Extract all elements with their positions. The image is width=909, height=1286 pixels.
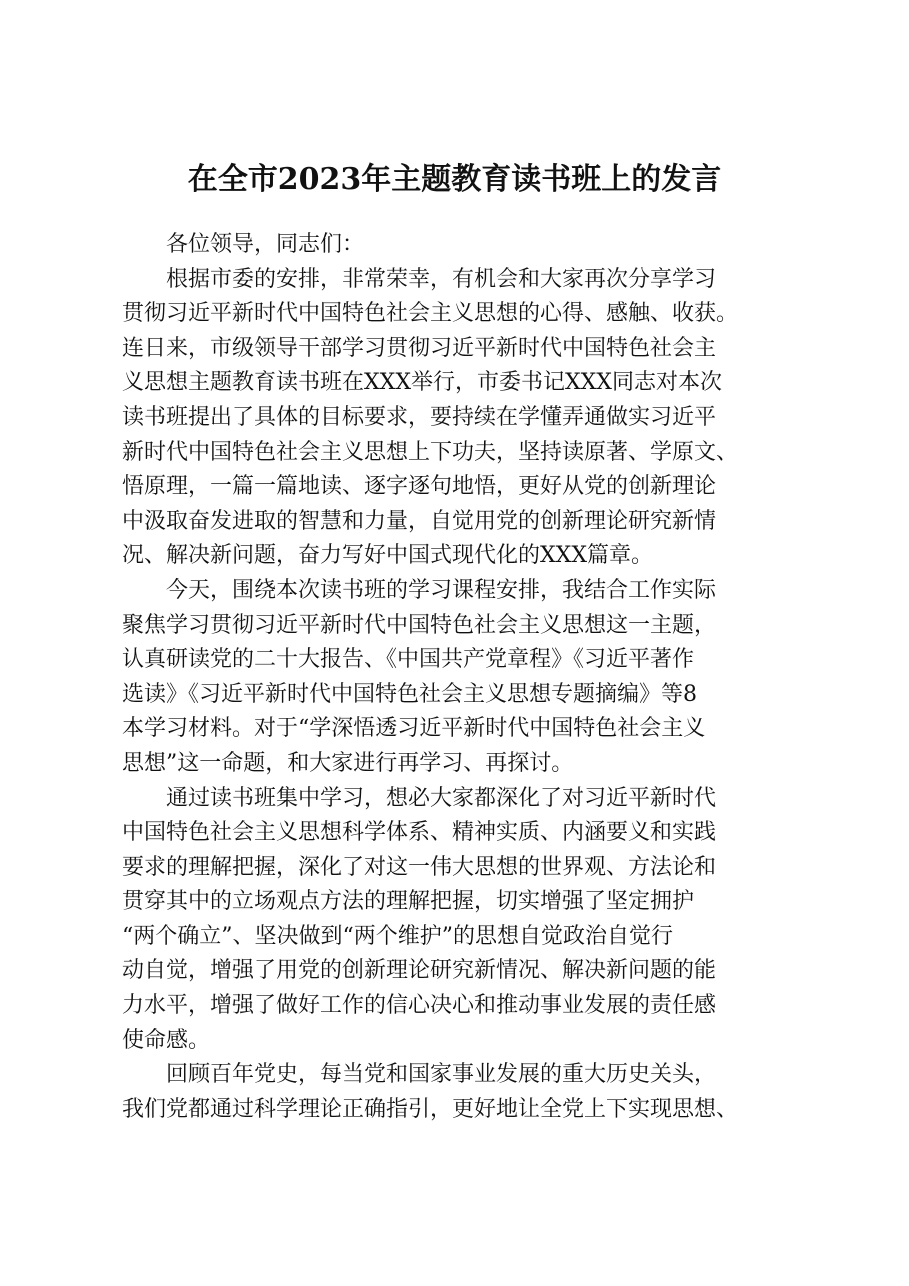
text-line: 思想”这一命题，和大家进行再学习、再探讨。 xyxy=(122,750,574,776)
text-line: 贯穿其中的立场观点方法的理解把握，切实增强了坚定拥护 xyxy=(122,889,695,915)
document-body xyxy=(122,228,812,1127)
document-title: 在全市2023年主题教育读书班上的发言 xyxy=(187,162,722,197)
text-line: 动自觉，增强了用党的创新理论研究新情况、解决新问题的能 xyxy=(122,958,717,984)
text-line: 要求的理解把握，深化了对这一伟大思想的世界观、方法论和 xyxy=(122,854,717,880)
text-line: 我们党都通过科学理论正确指引，更好地让全党上下实现思想、 xyxy=(122,1096,739,1122)
paragraph-4 xyxy=(122,1058,812,1127)
text-line: 今天，围绕本次读书班的学习课程安排，我结合工作实际 xyxy=(166,577,717,603)
text-line: 新时代中国特色社会主义思想上下功夫，坚持读原著、学原文、 xyxy=(122,439,739,465)
text-line: 通过读书班集中学习，想必大家都深化了对习近平新时代 xyxy=(166,785,717,811)
text-line: 选读》《习近平新时代中国特色社会主义思想专题摘编》等8 xyxy=(122,681,697,707)
text-line: 中汲取奋发进取的智慧和力量，自觉用党的创新理论研究新情 xyxy=(122,508,717,534)
text-line: 读书班提出了具体的目标要求，要持续在学懂弄通做实习近平 xyxy=(122,404,717,430)
paragraph-1 xyxy=(122,263,812,574)
text-line: 力水平，增强了做好工作的信心决心和推动事业发展的责任感 xyxy=(122,993,717,1019)
salutation: 各位领导，同志们： xyxy=(166,232,365,257)
text-line: 认真研读党的二十大报告、《中国共产党章程》《习近平著作 xyxy=(122,647,695,673)
text-line: 中国特色社会主义思想科学体系、精神实质、内涵要义和实践 xyxy=(122,820,717,846)
text-line: 根据市委的安排，非常荣幸，有机会和大家再次分享学习 xyxy=(166,266,717,292)
text-line: “两个确立”、坚决做到“两个维护”的思想自觉政治自觉行 xyxy=(122,923,673,949)
paragraph-3 xyxy=(122,782,812,1059)
text-line: 悟原理，一篇一篇地读、逐字逐句地悟，更好从党的创新理论 xyxy=(122,474,717,500)
text-line: 贯彻习近平新时代中国特色社会主义思想的心得、感触、收获。 xyxy=(122,301,739,327)
text-line: 连日来，市级领导干部学习贯彻习近平新时代中国特色社会主 xyxy=(122,335,717,361)
paragraph-2 xyxy=(122,574,812,782)
text-line: 本学习材料。对于“学深悟透习近平新时代中国特色社会主义 xyxy=(122,716,706,742)
text-line: 况、解决新问题，奋力写好中国式现代化的XXX篇章。 xyxy=(122,543,653,569)
text-line: 义思想主题教育读书班在XXX举行，市委书记XXX同志对本次 xyxy=(122,370,722,396)
text-line: 回顾百年党史，每当党和国家事业发展的重大历史关头， xyxy=(166,1062,717,1088)
text-line: 聚焦学习贯彻习近平新时代中国特色社会主义思想这一主题， xyxy=(122,612,717,638)
text-line: 使命感。 xyxy=(122,1027,211,1053)
